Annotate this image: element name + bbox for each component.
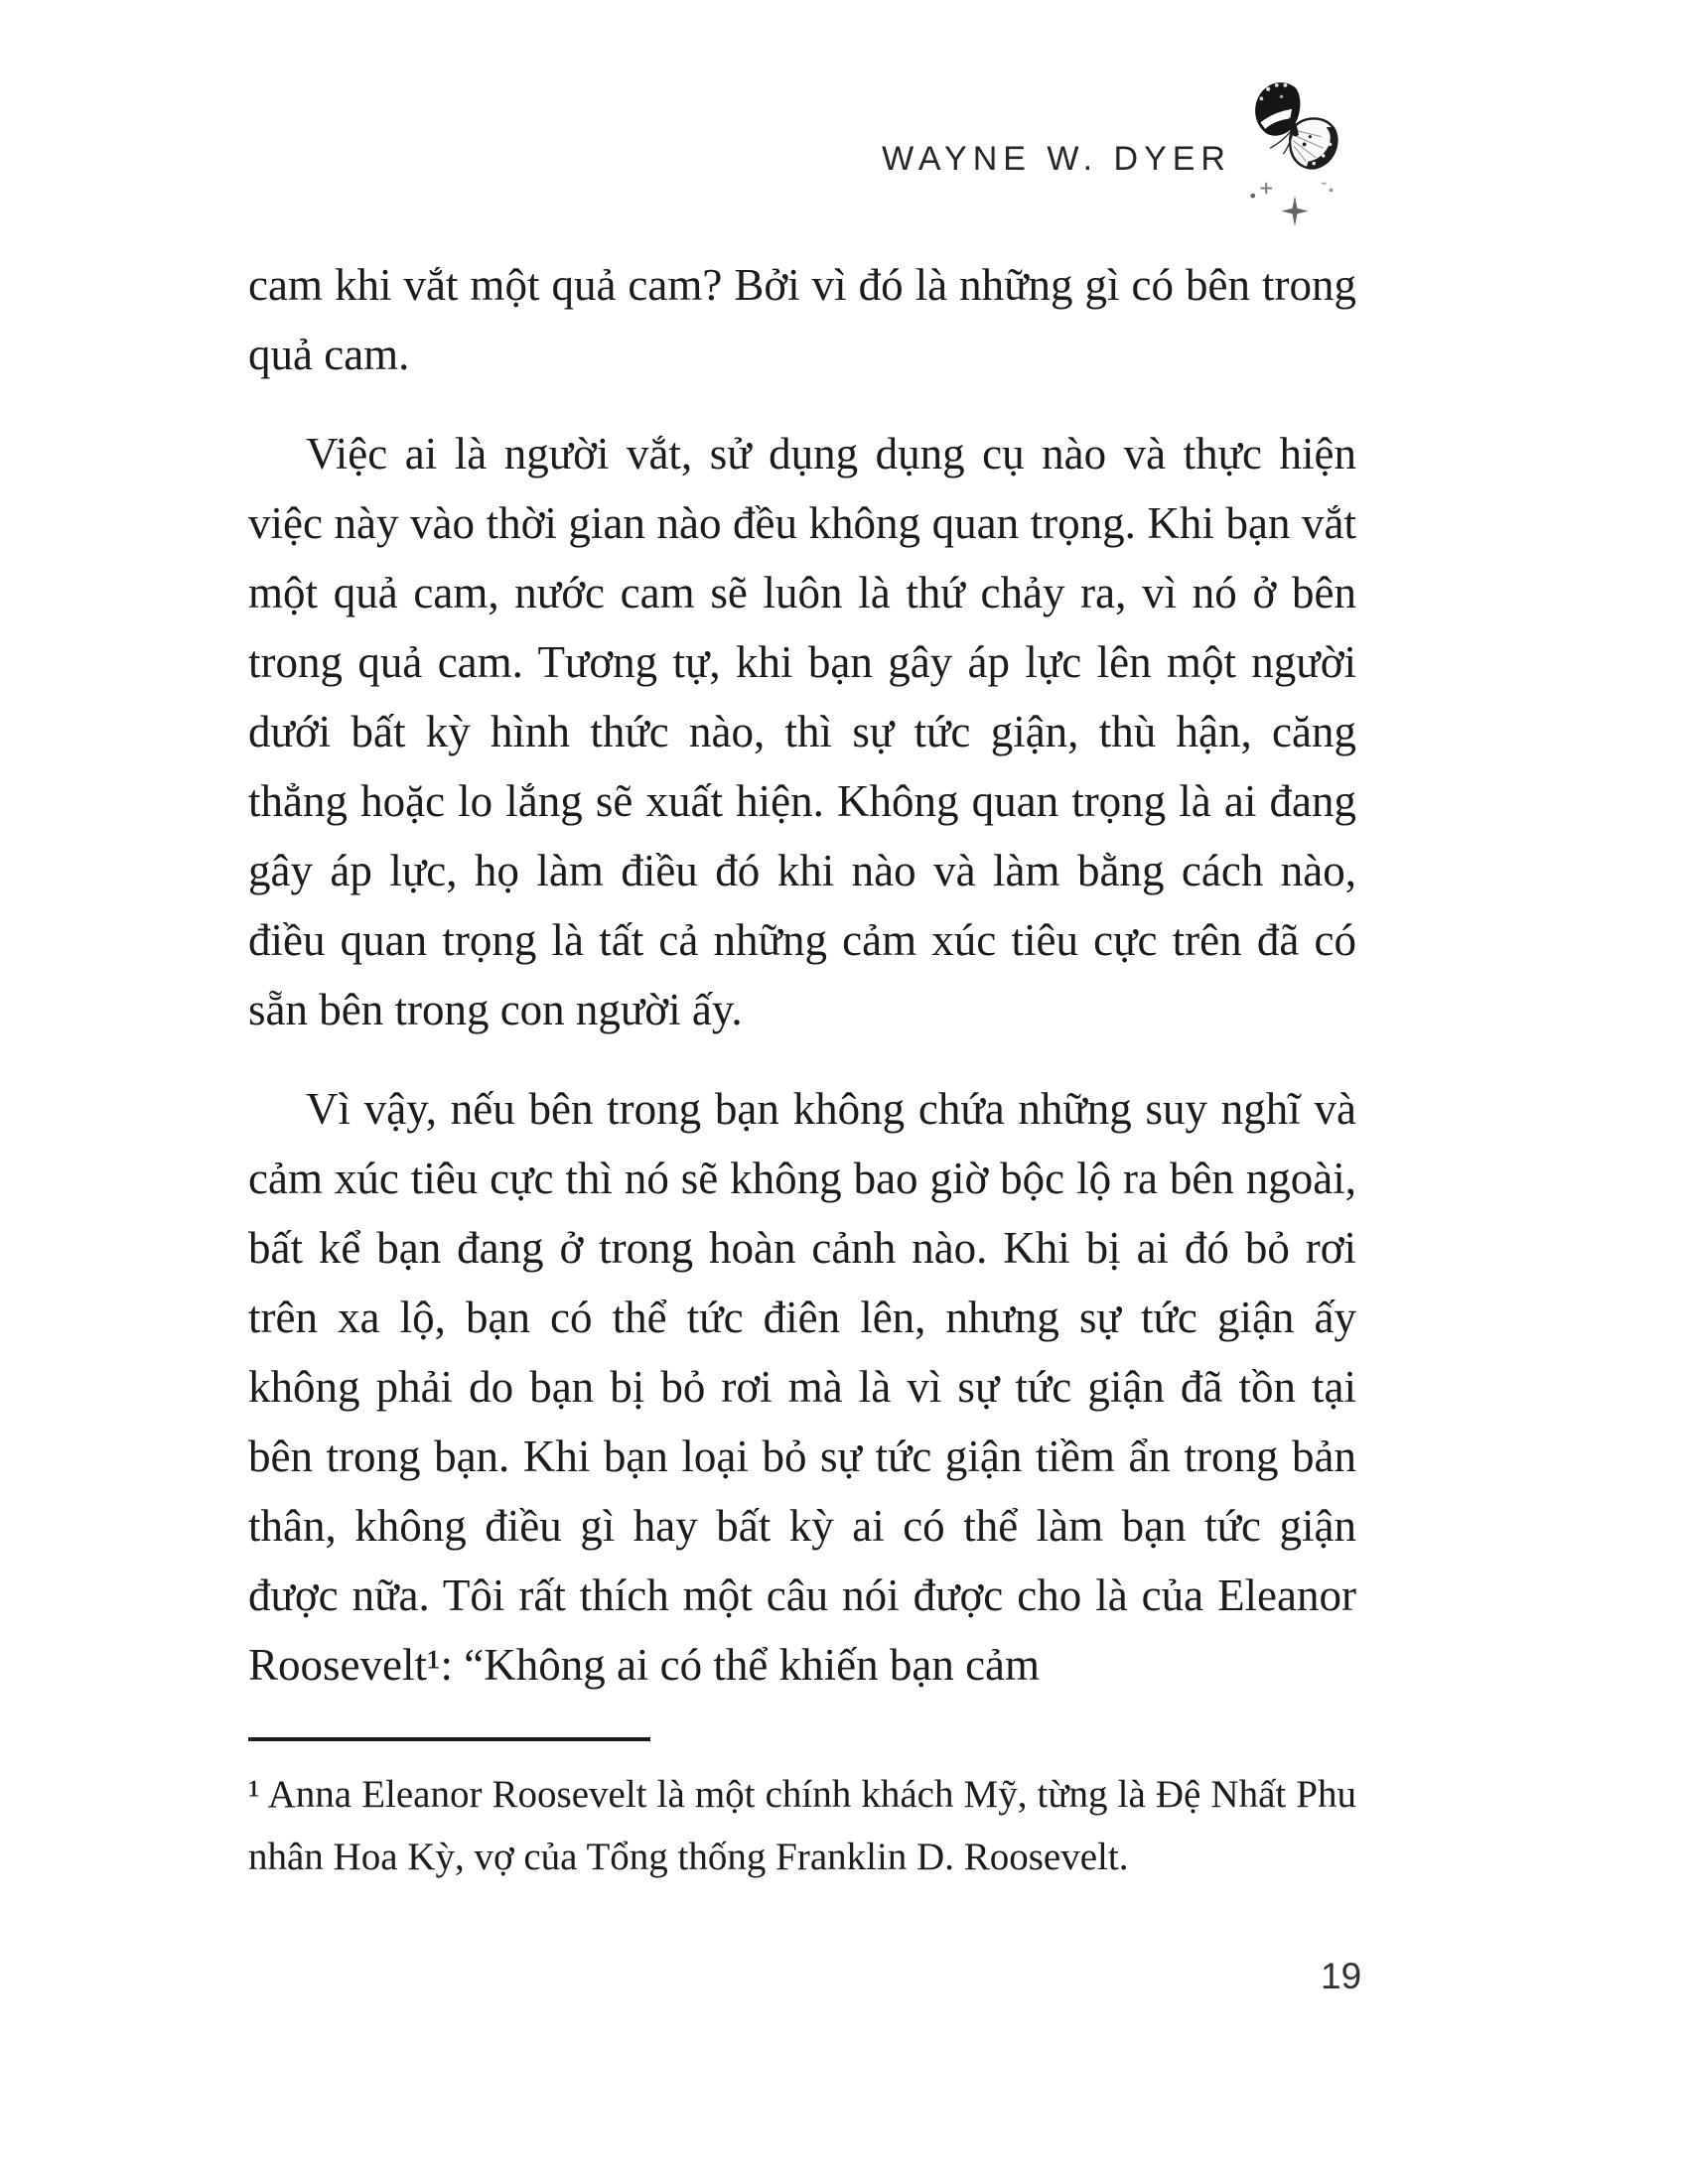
page-number: 19 (1321, 1956, 1362, 1996)
body-text (248, 250, 1356, 1888)
butterfly-icon (1247, 77, 1342, 230)
footnote-text: ¹ Anna Eleanor Roosevelt là một chính khách Mỹ, từng là Đệ Nhất Phu nhân Hoa Kỳ, vợ của Tổng thống Franklin D. Roosevelt. (248, 1773, 1356, 1878)
paragraph: Việc ai là người vắt, sử dụng dụng cụ nào và thực hiện việc này vào thời gian nào đều không quan trọng. Khi bạn vắt một quả cam, nước cam sẽ luôn là thứ chảy ra, vì nó ở bên trong quả cam. Tương tự, khi bạn gây áp lực lên một người dưới bất kỳ hình thức nào, thì sự tức giận, thù hận, căng thẳng hoặc lo lắng sẽ xuất hiện. Không quan trọng là ai đang gây áp lực, họ làm điều đó khi nào và làm bằng cách nào, điều quan trọng là tất cả những cảm xúc tiêu cực trên đã có sẵn bên trong con người ấy. (248, 429, 1356, 1034)
running-head: WAYNE W. DYER (882, 140, 1231, 178)
paragraph-continuation: cam khi vắt một quả cam? Bởi vì đó là những gì có bên trong quả cam. (248, 260, 1356, 379)
paragraph: Vì vậy, nếu bên trong bạn không chứa những suy nghĩ và cảm xúc tiêu cực thì nó sẽ không bao giờ bộc lộ ra bên ngoài, bất kể bạn đang ở trong hoàn cảnh nào. Khi bị ai đó bỏ rơi trên xa lộ, bạn có thể tức điên lên, nhưng sự tức giận ấy không phải do bạn bị bỏ rơi mà là vì sự tức giận đã tồn tại bên trong bạn. Khi bạn loại bỏ sự tức giận tiềm ẩn trong bản thân, không điều gì hay bất kỳ ai có thể làm bạn tức giận được nữa. Tôi rất thích một câu nói được cho là của Eleanor Roosevelt¹: “Không ai có thể khiến bạn cảm (248, 1084, 1356, 1690)
footnote-separator (248, 1737, 650, 1741)
